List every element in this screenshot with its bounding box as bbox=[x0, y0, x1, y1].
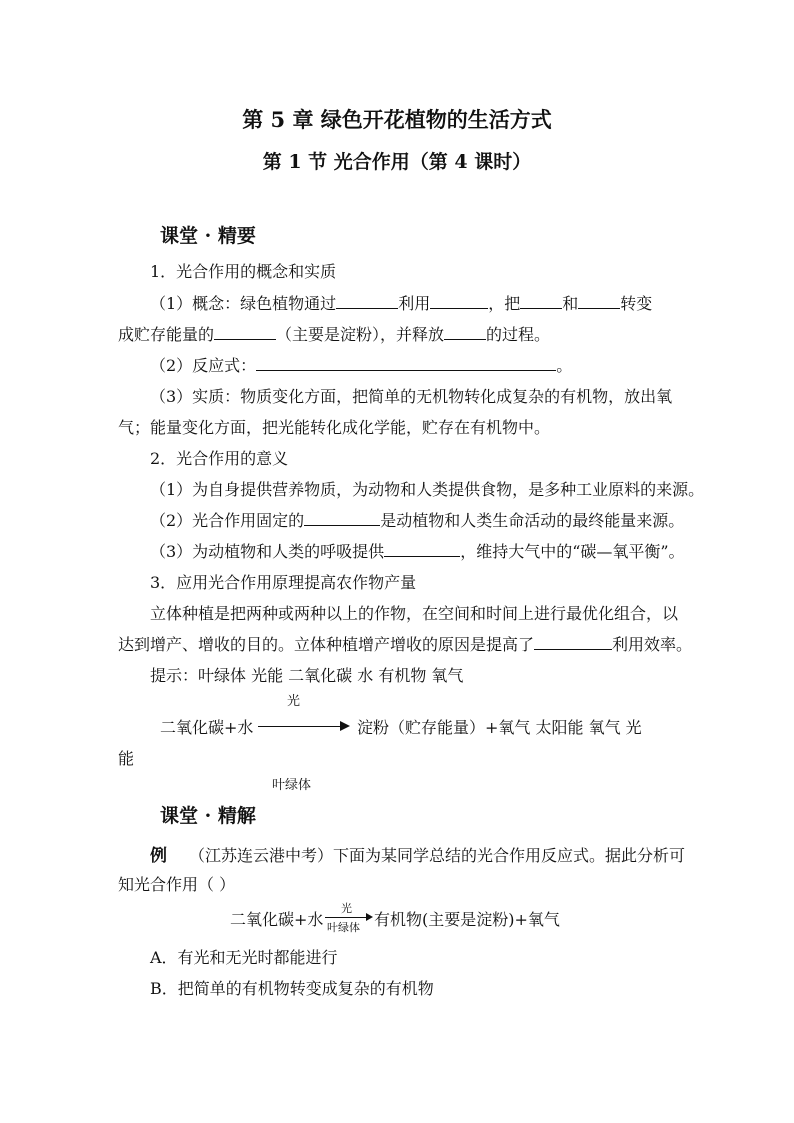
blank-field[interactable] bbox=[444, 325, 486, 340]
item-1-heading: 1．光合作用的概念和实质 bbox=[150, 262, 337, 281]
significance-3-text-b: ，维持大气中的“碳—氧平衡”。 bbox=[460, 542, 685, 561]
application-text-a: 达到增产、增收的目的。立体种植增产增收的原因是提高了 bbox=[118, 635, 535, 654]
equation-wrap: 能 bbox=[118, 749, 135, 768]
equation-line bbox=[150, 353, 572, 376]
arrow-right-icon bbox=[366, 913, 373, 921]
example-label: 例 bbox=[150, 846, 167, 866]
example-line-2: 知光合作用（ ） bbox=[118, 875, 236, 894]
application-line-1: 立体种植是把两种或两种以上的作物，在空间和时间上进行最优化组合，以 bbox=[150, 604, 679, 623]
concept-text-h: 的过程。 bbox=[486, 325, 551, 344]
example-equation-left: 二氧化碳+水 bbox=[230, 910, 324, 929]
example-text-a: （江苏连云港中考）下面为某同学总结的光合作用反应式。据此分析可 bbox=[189, 846, 686, 865]
significance-1: （1）为自身提供营养物质，为动物和人类提供食物，是多种工业原料的来源。 bbox=[150, 480, 705, 499]
option-b[interactable]: B．把简单的有机物转变成复杂的有机物 bbox=[150, 979, 434, 998]
chapter-title: 第 5 章 绿色开花植物的生活方式 bbox=[242, 107, 552, 132]
example-equation-right: 有机物(主要是淀粉)+氧气 bbox=[374, 910, 560, 929]
significance-3-text-a: （3）为动植物和人类的呼吸提供 bbox=[150, 542, 385, 561]
essence-line-1: （3）实质：物质变化方面，把简单的无机物转化成复杂的有机物，放出氧 bbox=[150, 387, 673, 406]
blank-field[interactable] bbox=[336, 294, 398, 309]
concept-text-e: 转变 bbox=[620, 294, 653, 313]
concept-text-d: 和 bbox=[562, 294, 579, 313]
equation-right: 淀粉（贮存能量）+氧气 太阳能 氧气 光 bbox=[357, 718, 642, 737]
equation-text-b: 。 bbox=[556, 356, 573, 375]
significance-3 bbox=[150, 539, 685, 562]
significance-2 bbox=[150, 508, 684, 531]
example-line-1 bbox=[150, 841, 685, 866]
blank-field[interactable] bbox=[384, 542, 460, 557]
example-equation-light: 光 bbox=[341, 902, 352, 915]
significance-2-text-b: 是动植物和人类生命活动的最终能量来源。 bbox=[380, 511, 685, 530]
blank-field[interactable] bbox=[304, 511, 380, 526]
section-heading-jingjie: 课堂 · 精解 bbox=[160, 805, 256, 827]
application-text-b: 利用效率。 bbox=[612, 635, 693, 654]
hint-line: 提示：叶绿体 光能 二氧化碳 水 有机物 氧气 bbox=[150, 666, 464, 685]
equation-arrow-line bbox=[258, 726, 342, 727]
application-line-2 bbox=[118, 632, 692, 655]
concept-line-1 bbox=[150, 291, 652, 314]
blank-field[interactable] bbox=[520, 294, 562, 309]
concept-text-f: 成贮存能量的 bbox=[118, 325, 215, 344]
concept-text-c: ，把 bbox=[488, 294, 521, 313]
section-title: 第 1 节 光合作用（第 4 课时） bbox=[262, 151, 532, 173]
item-3-heading: 3．应用光合作用原理提高农作物产量 bbox=[150, 573, 417, 592]
essence-line-2: 气；能量变化方面，把光能转化成化学能，贮存在有机物中。 bbox=[118, 418, 551, 437]
arrow-right-icon bbox=[340, 721, 350, 731]
blank-field[interactable] bbox=[214, 325, 276, 340]
blank-field[interactable] bbox=[578, 294, 620, 309]
equation-left: 二氧化碳+水 bbox=[160, 718, 254, 737]
equation-condition-light: 光 bbox=[287, 694, 301, 709]
example-equation-chloroplast: 叶绿体 bbox=[327, 921, 360, 934]
blank-field[interactable] bbox=[534, 635, 612, 650]
equation-text-a: （2）反应式： bbox=[150, 356, 257, 375]
example-arrow-line bbox=[325, 917, 369, 918]
item-2-heading: 2．光合作用的意义 bbox=[150, 449, 289, 468]
section-heading-jingyao: 课堂 · 精要 bbox=[160, 225, 256, 247]
blank-field[interactable] bbox=[430, 294, 488, 309]
option-a[interactable]: A．有光和无光时都能进行 bbox=[150, 948, 338, 967]
concept-text-g: （主要是淀粉），并释放 bbox=[276, 325, 445, 344]
concept-line-2 bbox=[118, 322, 550, 345]
blank-field[interactable] bbox=[256, 356, 556, 371]
concept-text-b: 利用 bbox=[398, 294, 431, 313]
concept-text-a: （1）概念：绿色植物通过 bbox=[150, 294, 337, 313]
equation-condition-chloroplast: 叶绿体 bbox=[272, 778, 312, 793]
significance-2-text-a: （2）光合作用固定的 bbox=[150, 511, 305, 530]
